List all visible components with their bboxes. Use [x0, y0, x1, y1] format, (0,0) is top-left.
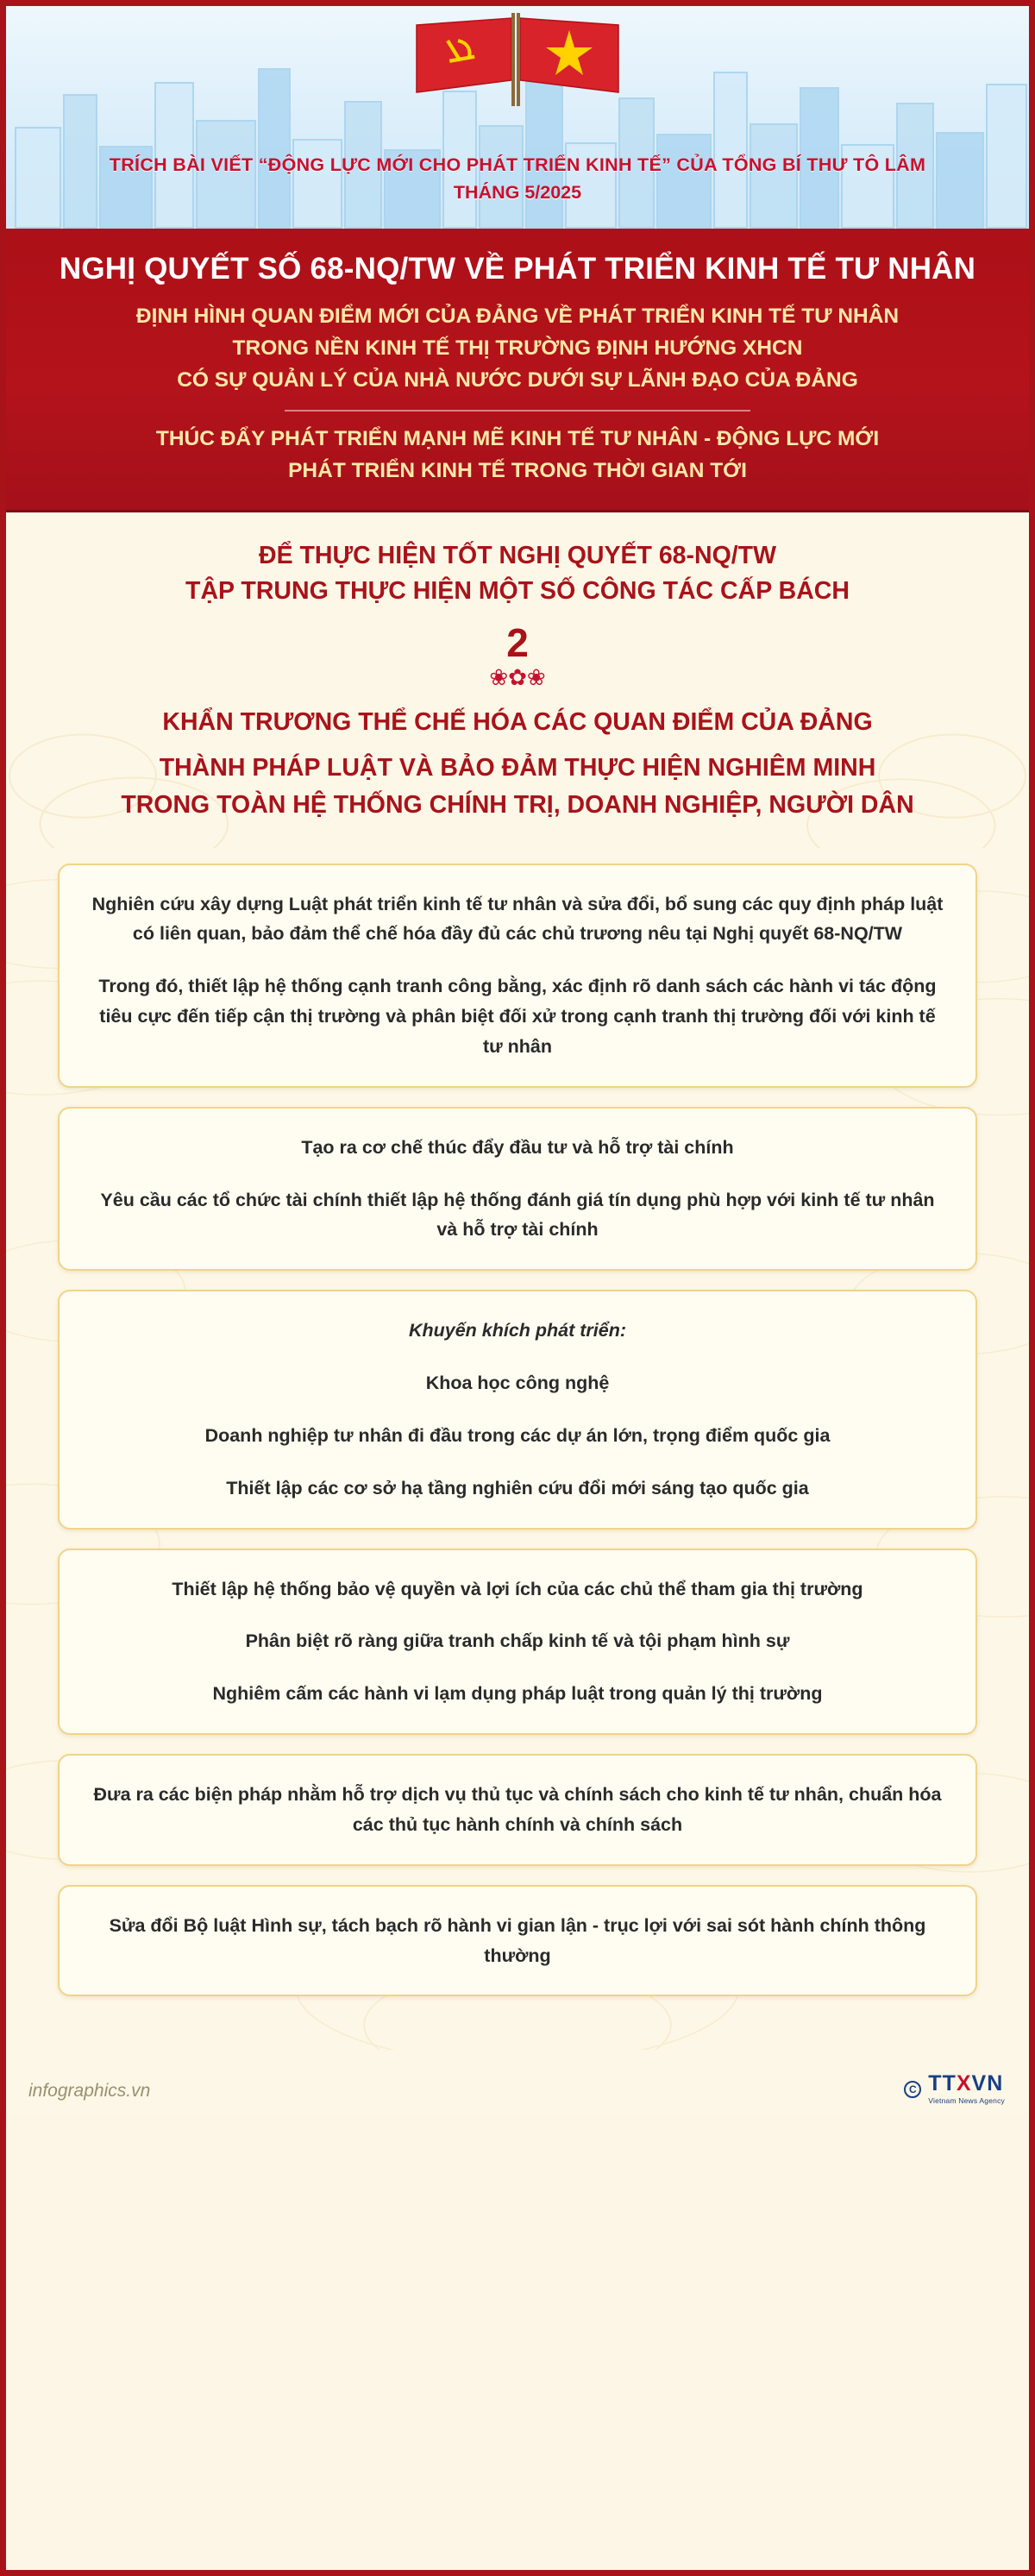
- copyright-icon: C: [904, 2081, 921, 2098]
- card-paragraph: Tạo ra cơ chế thúc đẩy đầu tư và hỗ trợ tài chính: [301, 1136, 734, 1158]
- card-paragraph: Doanh nghiệp tư nhân đi đầu trong các dự án lớn, trọng điểm quốc gia: [204, 1424, 831, 1446]
- header-lead-4: THÚC ĐẨY PHÁT TRIỂN MẠNH MẼ KINH TẾ TƯ NHÂN - ĐỘNG LỰC MỚI: [155, 427, 880, 451]
- ttxvn-logo-group: [904, 2073, 1005, 2105]
- header-lead-2: TRONG NỀN KINH TẾ THỊ TRƯỜNG ĐỊNH HƯỚNG XHCN: [232, 336, 803, 360]
- footer: [6, 2050, 1029, 2114]
- content-card: [58, 1549, 977, 1735]
- header-lead-5: PHÁT TRIỂN KINH TẾ TRONG THỜI GIAN TỚI: [288, 459, 747, 482]
- header-lead-1: ĐỊNH HÌNH QUAN ĐIỂM MỚI CỦA ĐẢNG VỀ PHÁT TRIỂN KINH TẾ TƯ NHÂN: [135, 305, 900, 328]
- footer-site-label: infographics.vn: [28, 2081, 151, 2102]
- red-header-block: [6, 232, 1029, 512]
- content-card: [58, 1885, 977, 1997]
- section-heading-line1: KHẨN TRƯƠNG THỂ CHẾ HÓA CÁC QUAN ĐIỂM CỦA ĐẢNG: [162, 708, 873, 737]
- focus-title-line1: ĐỂ THỰC HIỆN TỐT NGHỊ QUYẾT 68-NQ/TW: [259, 541, 776, 569]
- lotus-divider-icon: ❀✿❀: [489, 664, 546, 691]
- card-paragraph: Nghiên cứu xây dựng Luật phát triển kinh tế tư nhân và sửa đổi, bổ sung các quy định pháp luật có liên quan, bảo đảm thể chế hóa đầy đủ các chủ trương nêu tại Nghị quyết 68-NQ/TW: [91, 893, 944, 945]
- card-paragraph: Thiết lập các cơ sở hạ tầng nghiên cứu đổi mới sáng tạo quốc gia: [226, 1477, 809, 1498]
- banner-title-line2: THÁNG 5/2025: [453, 181, 582, 203]
- card-paragraph: Đưa ra các biện pháp nhằm hỗ trợ dịch vụ thủ tục và chính sách cho kinh tế tư nhân, chuẩn hóa các thủ tục hành chính và chính sách: [93, 1784, 942, 1835]
- banner-title-box: [6, 152, 1029, 206]
- banner-title-line1: TRÍCH BÀI VIẾT “ĐỘNG LỰC MỚI CHO PHÁT TRIỂN KINH TẾ” CỦA TỔNG BÍ THƯ TÔ LÂM: [109, 154, 926, 175]
- logo-vn: VN: [971, 2071, 1004, 2096]
- logo-x: X: [956, 2071, 972, 2096]
- vietnam-party-flags-icon: [410, 13, 625, 106]
- card-paragraph: Thiết lập hệ thống bảo vệ quyền và lợi ích của các chủ thể tham gia thị trường: [172, 1578, 863, 1599]
- card-paragraph: Sửa đổi Bộ luật Hình sự, tách bạch rõ hành vi gian lận - trục lợi với sai sót hành chính thông thường: [109, 1914, 926, 1966]
- card-paragraph: Phân biệt rõ ràng giữa tranh chấp kinh tế và tội phạm hình sự: [245, 1630, 790, 1652]
- cards-area: [6, 848, 1029, 2051]
- content-card: [58, 1290, 977, 1529]
- card-paragraph: Khoa học công nghệ: [425, 1373, 610, 1394]
- content-card: [58, 864, 977, 1088]
- card-paragraph: Trong đó, thiết lập hệ thống cạnh tranh công bằng, xác định rõ danh sách các hành vi tác động tiêu cực đến tiếp cận thị trường và phân biệt đối xử trong cạnh tranh thị trường đối với kinh tế tư nhân: [98, 976, 937, 1057]
- content-card: [58, 1107, 977, 1271]
- focus-section: [6, 512, 1029, 848]
- content-card: [58, 1754, 977, 1866]
- focus-number: 2: [506, 620, 529, 666]
- card-paragraph: Khuyến khích phát triển:: [408, 1320, 627, 1341]
- header-lead-3: CÓ SỰ QUẢN LÝ CỦA NHÀ NƯỚC DƯỚI SỰ LÃNH ĐẠO CỦA ĐẢNG: [177, 368, 858, 392]
- card-paragraph: Yêu cầu các tổ chức tài chính thiết lập hệ thống đánh giá tín dụng phù hợp với kinh tế tư nhân và hỗ trợ tài chính: [100, 1189, 935, 1241]
- ttxvn-caption: Vietnam News Agency: [928, 2096, 1005, 2106]
- ttxvn-wordmark: [928, 2073, 1005, 2095]
- section-heading-line3: TRONG TOÀN HỆ THỐNG CHÍNH TRỊ, DOANH NGHIỆP, NGƯỜI DÂN: [121, 790, 914, 819]
- section-heading-line2: THÀNH PHÁP LUẬT VÀ BẢO ĐẢM THỰC HIỆN NGHIÊM MINH: [159, 754, 876, 782]
- logo-tt: TT: [928, 2071, 957, 2096]
- top-banner: [6, 6, 1029, 232]
- page-title: NGHỊ QUYẾT SỐ 68-NQ/TW VỀ PHÁT TRIỂN KINH TẾ TƯ NHÂN: [59, 252, 976, 286]
- focus-title-line2: TẬP TRUNG THỰC HIỆN MỘT SỐ CÔNG TÁC CẤP BÁCH: [185, 577, 850, 606]
- card-paragraph: Nghiêm cấm các hành vi lạm dụng pháp luật trong quản lý thị trường: [212, 1683, 823, 1705]
- header-divider: [285, 410, 750, 412]
